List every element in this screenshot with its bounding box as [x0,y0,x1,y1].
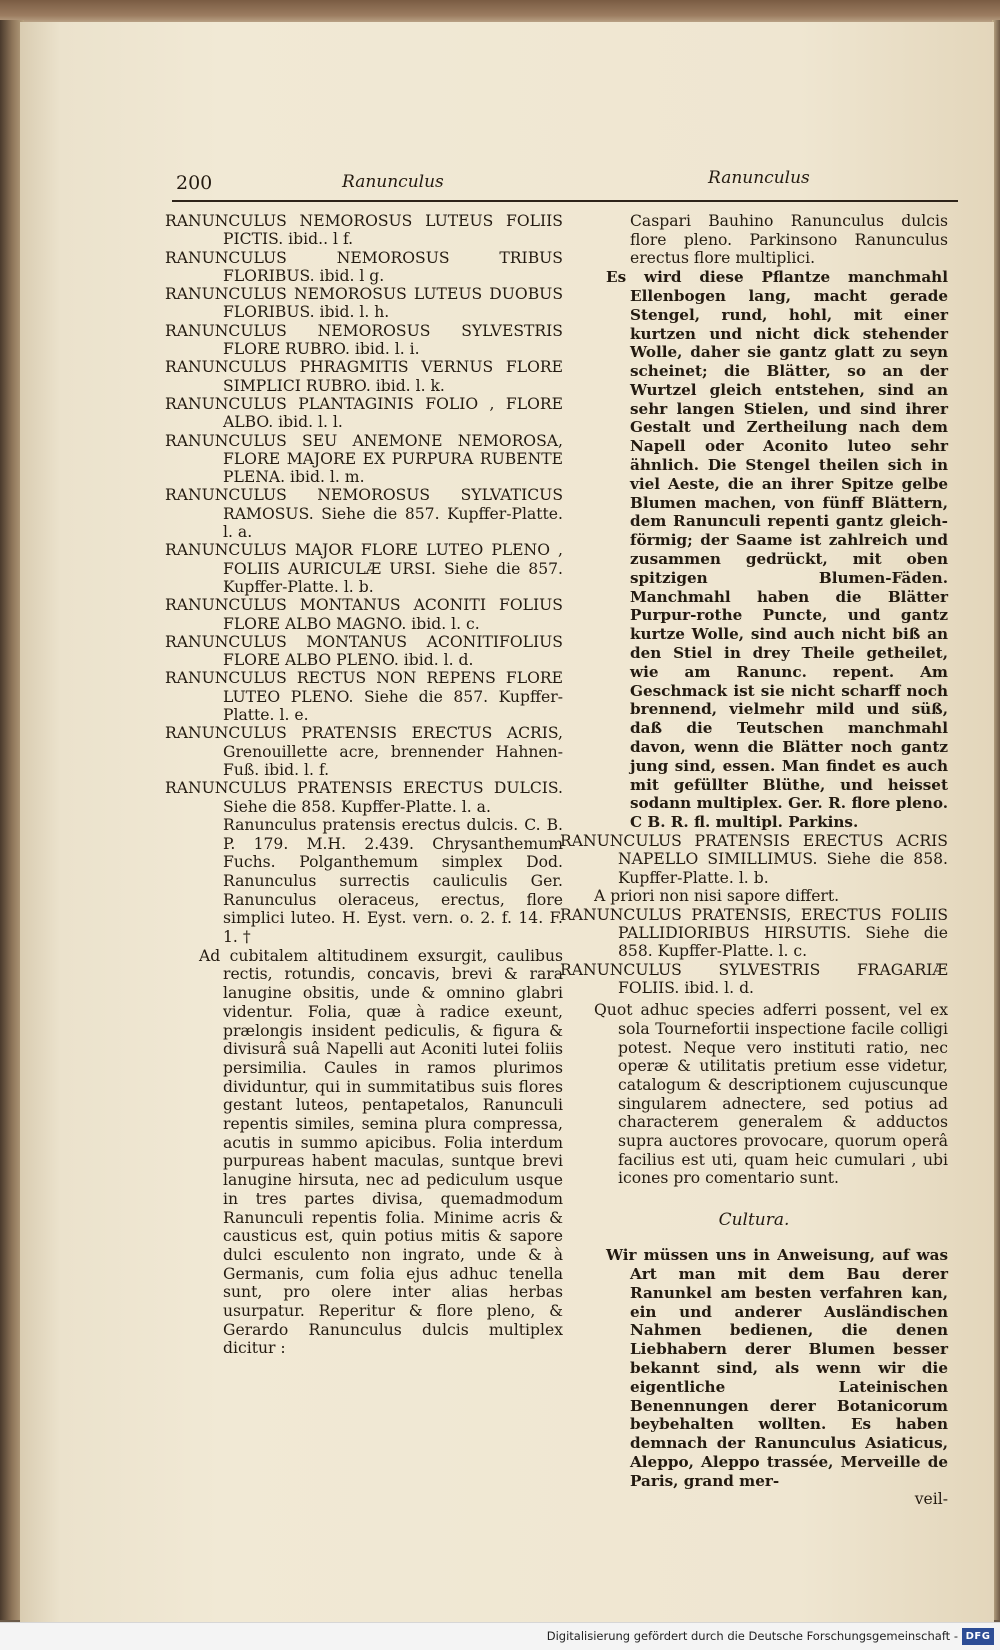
book-page [20,22,994,1622]
footer-bar [0,1622,1000,1650]
header-rule [172,200,958,202]
entry-montanus-aconitifolius: RANUNCULUS MONTANUS ACONITIFOLIUS FLORE ALBO PLENO. ibid. l. d. [165,632,563,670]
culture-paragraph: Wir müssen uns in Anweisung, auf was Art man mit dem Bau derer Ranunkel am besten verfahren kan, ein und anderer Ausländischen Nahmen bedienen, die denen Liebhabern derer Blumen besser bekannt sind, als wenn wir die eigentliche Lateinischen Benennungen derer Botanicorum beybehalten wollten. Es haben demnach der Ranunculus Asiaticus, Aleppo, Aleppo trassée, Merveille de Paris, grand mer- [606,1246,948,1490]
entry-major-flore-luteo-pleno: RANUNCULUS MAJOR FLORE LUTEO PLENO , FOLIIS AURICULÆ URSI. Siehe die 857. Kupffer-Platte. l. b. [165,541,563,596]
entry-pratensis-pallidioribus: RANUNCULUS PRATENSIS, ERECTUS FOLIIS PALLIDIORIBUS HIRSUTIS. Siehe die 858. Kupffer-Platte. l. c. [560,905,948,961]
entry-nemorosus-luteus-foliis-pictis: RANUNCULUS NEMOROSUS LUTEUS FOLIIS PICTIS. ibid.. l f. [165,212,563,249]
entry-montanus-aconiti-folius: RANUNCULUS MONTANUS ACONITI FOLIUS FLORE ALBO MAGNO. ibid. l. c. [165,596,563,633]
dfg-logo-icon: DFG [962,1628,994,1645]
catchword: veil- [914,1490,948,1509]
note-paragraph: A priori non nisi sapore differt. [594,886,840,905]
section-title-cultura: Cultura. [718,1210,790,1231]
left-column [165,212,563,1358]
entry-nemorosus-sylvaticus: RANUNCULUS NEMOROSUS SYLVATICUS RAMOSUS. Siehe die 857. Kupffer-Platte. l. a. [165,486,563,542]
description-paragraph: Ad cubitalem altitudinem exsurgit, caulibus rectis, rotundis, concavis, brevi & rara lanugine obsitis, unde & omnino glabri videntur. Folia, quæ à radice exeunt, prælongis insident pediculis, & figura & divisurâ suâ Napelli aut Aconiti lutei foliis persimilia. Caules in ramos plurimos dividuntur, qui in summitatibus suis flores gestant luteos, pentapetalos, Ranunculi repentis similes, semina plura compressa, acutis in summo apicibus. Folia interdum purpureas habent maculas, suntque brevi lanugine hirsuta, nec ad pediculum usque in tres partes divisa, quemadmodum Ranunculi repentis folia. Minime acris & causticus est, quin potius mitis & sapore dulci esculento non ingrato, unde & à Germanis, cum folia ejus adhuc tenella sunt, pro olere inter alias herbas usurpatur. Reperitur & flore pleno, & Gerardo Ranunculus dulcis multiplex dicitur : [199,946,563,1358]
entry-anemone-nemorosa: RANUNCULUS SEU ANEMONE NEMOROSA, FLORE MAJORE EX PURPURA RUBENTE PLENA. ibid. l. m. [165,431,563,487]
entry-pratensis-erectus-acris-napello: RANUNCULUS PRATENSIS ERECTUS ACRIS NAPELLO SIMILLIMUS. Siehe die 858. Kupffer-Platte. l. b. [560,832,948,887]
german-description-paragraph: Es wird diese Pflantze manchmahl Ellenbogen lang, macht gerade Stengel, rund, hohl, mit einer kurtzen und nicht dick stehender Wolle, daher sie gantz glatt zu seyn scheinet; die Blätter, so an der Wurtzel gleich entstehen, sind an sehr langen Stielen, und sind ihrer Gestalt und Zertheilung nach dem Napell oder Aconito luteo sehr ähnlich. Die Stengel theilen sich in viel Aeste, die an ihrer Spitze gelbe Blumen machen, von fünff Blättern, dem Ranunculi repenti gantz gleich-förmig; der Saame ist zahlreich und zusammen gedrückt, mit oben spitzigen Blumen-Fäden. Manchmahl haben die Blätter Purpur-rothe Puncte, und gantz kurtze Wolle, sind auch nicht biß an den Stiel in drey Theile getheilet, wie am Ranunc. repent. Am Geschmack ist sie nicht scharff noch brennend, vielmehr mild und süß, daß die Teutschen manchmahl davon, wenn die Blätter noch gantz jung sind, essen. Man findet es auch mit gefüllter Blüthe, und heisset sodann multiplex. Ger. R. flore pleno. C B. R. fl. multipl. Parkins. [606,268,948,832]
running-header-left: Ranunculus [342,172,444,192]
entry-pratensis-erectus-dulcis: RANUNCULUS PRATENSIS ERECTUS DULCIS. Siehe die 858. Kupffer-Platte. l. a. [165,779,563,816]
entry-phragmitis-vernus: RANUNCULUS PHRAGMITIS VERNUS FLORE SIMPLICI RUBRO. ibid. l. k. [165,358,563,395]
entry-nemorosus-tribus-floribus: RANUNCULUS NEMOROSUS TRIBUS FLORIBUS. ibid. l g. [165,248,563,285]
entry-nemorosus-sylvestris: RANUNCULUS NEMOROSUS SYLVESTRIS FLORE RUBRO. ibid. l. i. [165,321,563,359]
entry-sylvestris-fragariae: RANUNCULUS SYLVESTRIS FRAGARIÆ FOLIIS. ibid. l. d. [560,960,948,997]
page-number: 200 [176,172,213,194]
latin-paragraph: Quot adhuc species adferri possent, vel ex sola Tournefortii inspectione facile colligi potest. Neque vero instituti ratio, nec operæ & utilitatis pretium esse videtur, catalogum & descriptionem cujuscunque singularem adnectere, sed potius ad characterem generalem & adductos supra auctores provocare, quorum operâ facilius est uti, quam heic cumulari , ubi icones pro comentario sunt. [594,1001,948,1188]
entry-rectus-non-repens: RANUNCULUS RECTUS NON REPENS FLORE LUTEO PLENO. Siehe die 857. Kupffer-Platte. l. e. [165,669,563,725]
right-column [560,212,948,1508]
continuation-paragraph: Caspari Bauhino Ranunculus dulcis flore pleno. Parkinsono Ranunculus erectus flore multiplici. [630,212,948,268]
running-header-right: Ranunculus [708,168,810,188]
entry-plantaginis-folio: RANUNCULUS PLANTAGINIS FOLIO , FLORE ALBO. ibid. l. l. [165,394,563,432]
entry-nemorosus-luteus-duobus-floribus: RANUNCULUS NEMOROSUS LUTEUS DUOBUS FLORIBUS. ibid. l. h. [165,285,563,322]
footer-credit: Digitalisierung gefördert durch die Deutsche Forschungsgemeinschaft - [546,1629,958,1643]
entry-pratensis-erectus-acris: RANUNCULUS PRATENSIS ERECTUS ACRIS, Grenouillette acre, brennender Hahnen-Fuß. ibid. l. f. [165,724,563,779]
synonyms-paragraph: Ranunculus pratensis erectus dulcis. C. B. P. 179. M.H. 2.439. Chrysanthemum Fuchs. Polganthemum simplex Dod. Ranunculus surrectis cauliculis Ger. Ranunculus oleraceus, erectus, flore simplici luteo. H. Eyst. vern. o. 2. f. 14. F. 1. † [223,815,563,947]
